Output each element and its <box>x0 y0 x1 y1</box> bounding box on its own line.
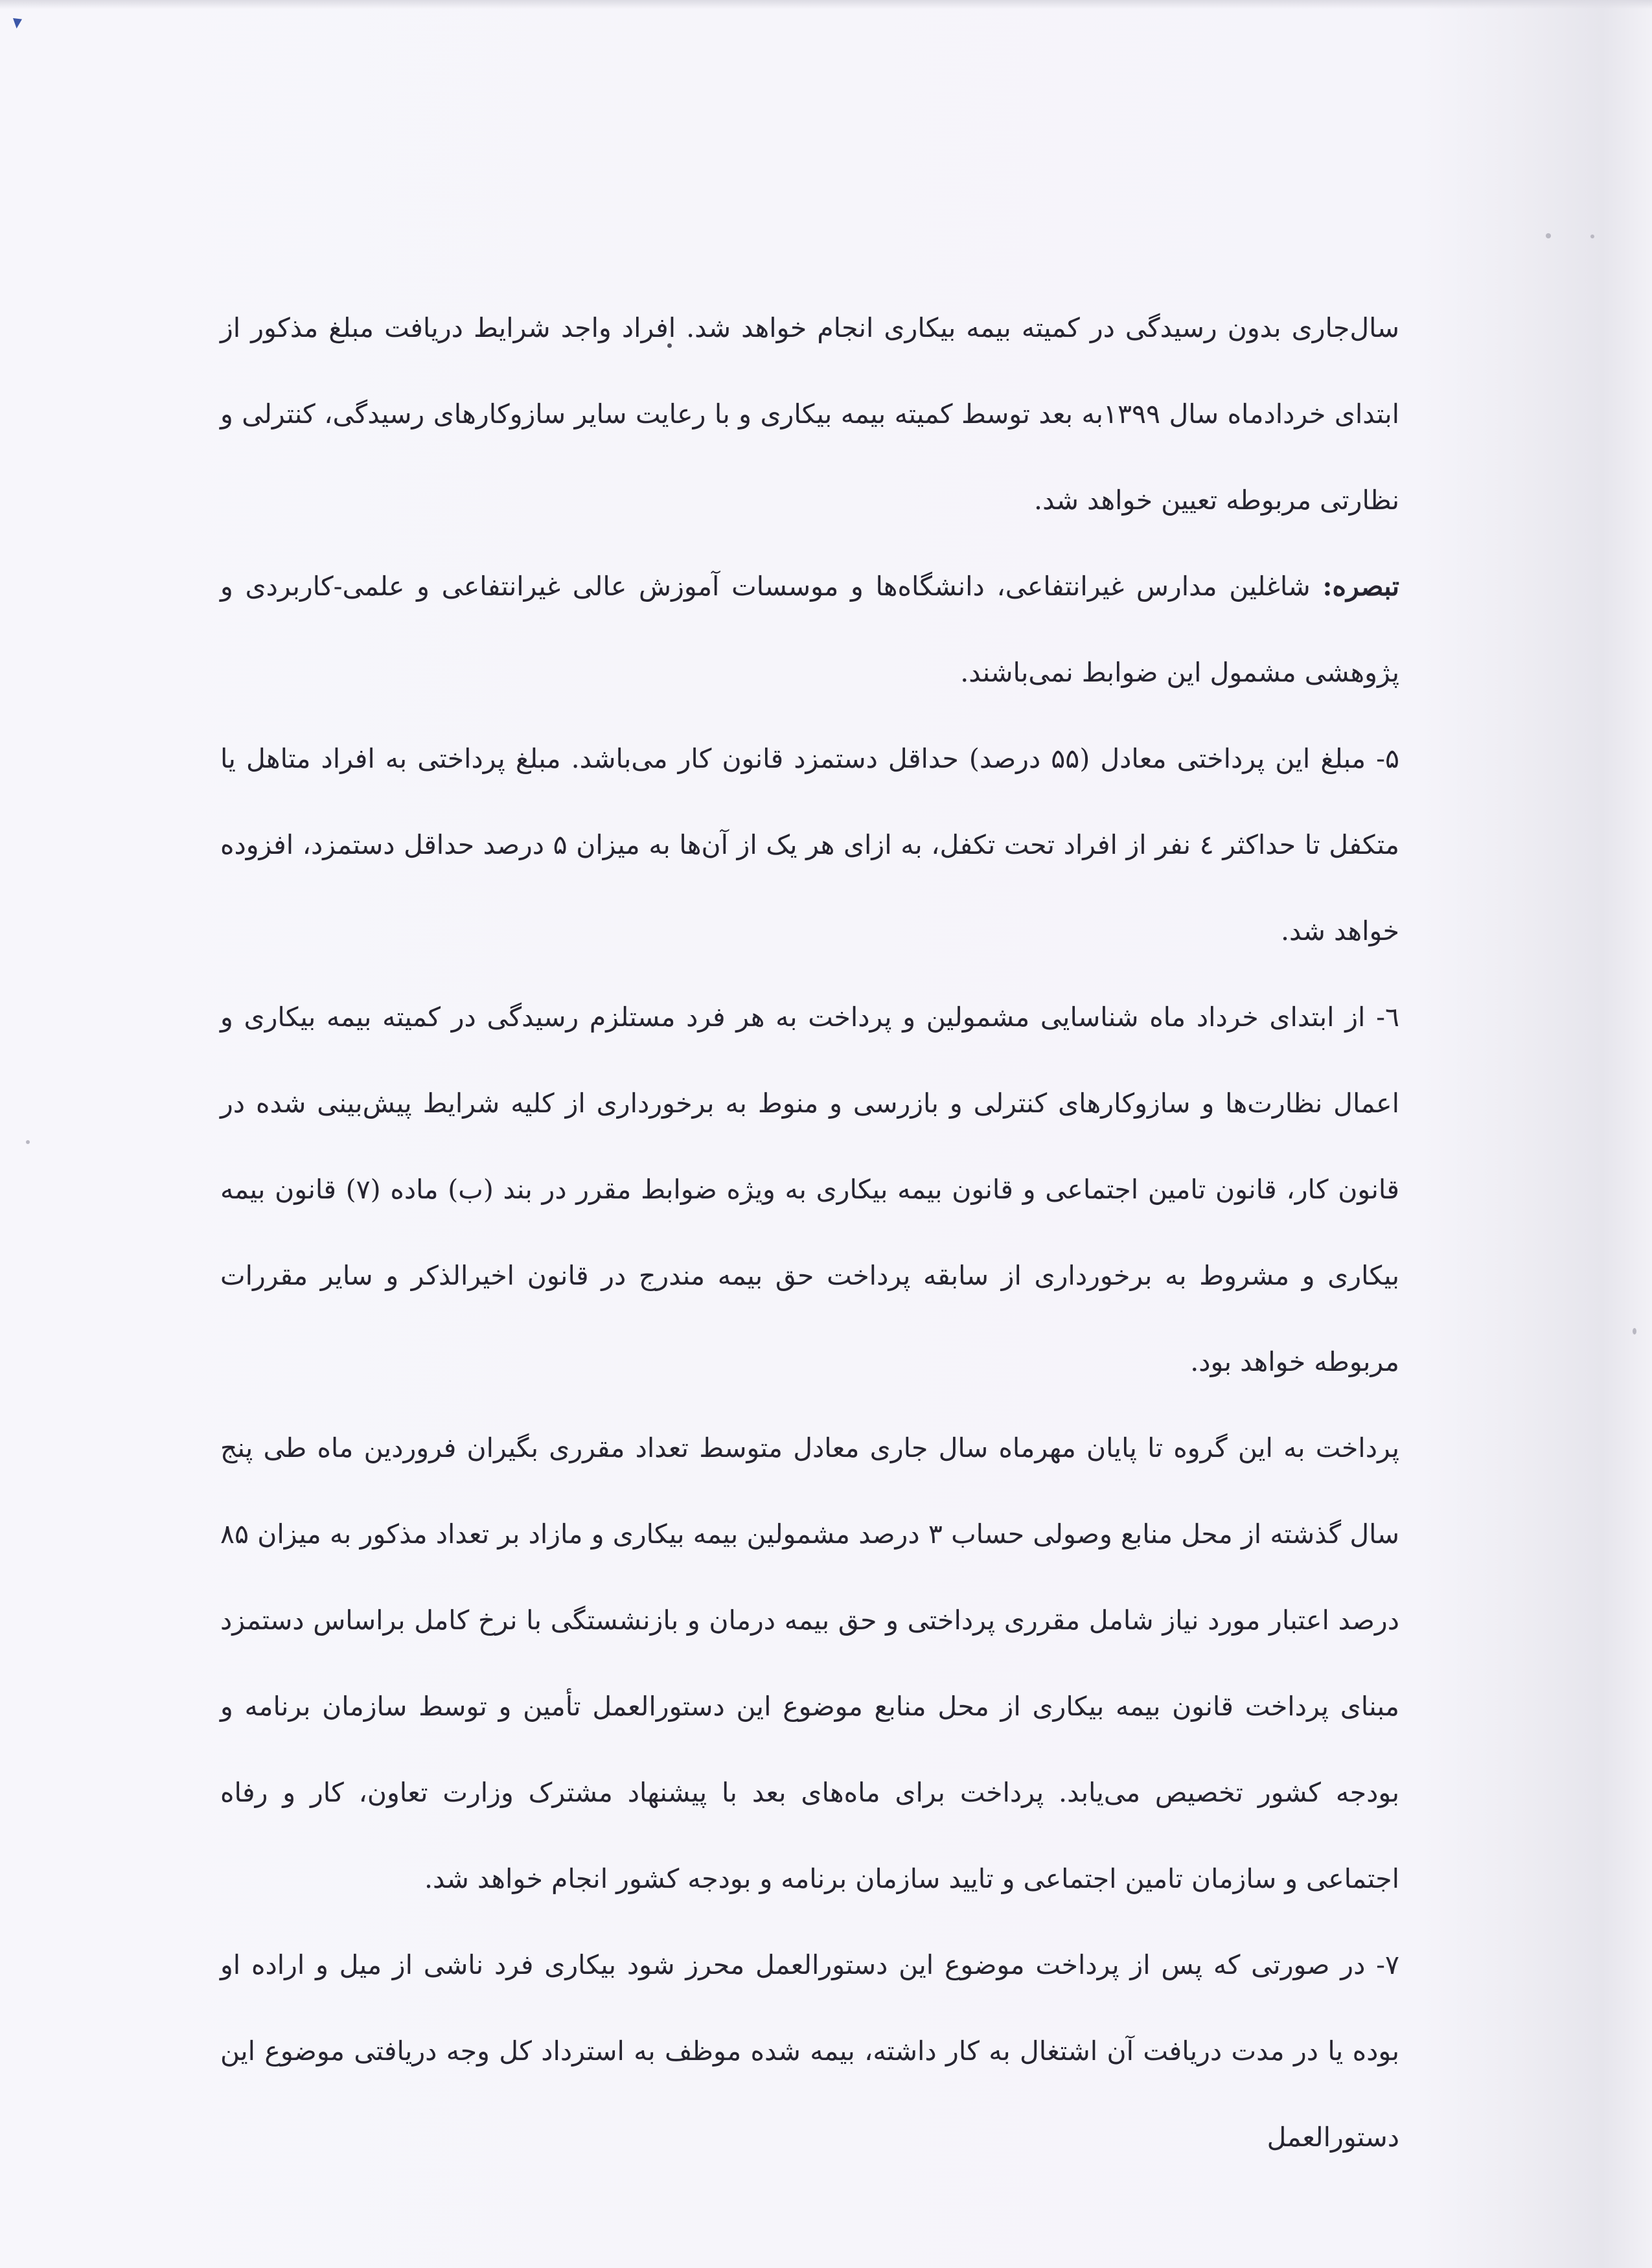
scan-speck <box>1633 1328 1636 1334</box>
paragraph-item-6 <box>220 974 1399 1405</box>
note-label: تبصره: <box>1322 571 1399 602</box>
scan-speck <box>26 1140 30 1144</box>
paragraph-continuation <box>220 285 1399 544</box>
paragraph-item-5 <box>220 716 1399 974</box>
page-top-edge <box>0 0 1652 9</box>
paragraph-text: شاغلین مدارس غیرانتفاعی، دانشگاه‌ها و موسسات آموزش عالی غیرانتفاعی و علمی-کاربردی و پژوهشی مشمول این ضوابط نمی‌باشند. <box>220 571 1399 688</box>
paragraph-text: پرداخت به این گروه تا پایان مهرماه سال جاری معادل متوسط تعداد مقرری بگیران فروردین ماه طی پنج سال گذشته از محل منابع وصولی حساب ۳ درصد مشمولین بیمه بیکاری و مازاد بر تعداد مذکور به میزان ۸۵ درصد اعتبار مورد نیاز شامل مقرری پرداختی و حق بیمه درمان و بازنشستگی با نرخ کامل براساس دستمزد مبنای پرداخت قانون بیمه بیکاری از محل منابع موضوع این دستورالعمل تأمین و توسط سازمان برنامه و بودجه کشور تخصیص می‌یابد. پرداخت برای ماه‌های بعد با پیشنهاد مشترک وزارت تعاون، کار و رفاه اجتماعی و سازمان تامین اجتماعی و تایید سازمان برنامه و بودجه کشور انجام خواهد شد. <box>220 1432 1400 1894</box>
scan-speck <box>1546 233 1551 238</box>
corner-ink-mark <box>13 18 22 29</box>
paragraph-text: ۷- در صورتی که پس از پرداخت موضوع این دستورالعمل محرز شود بیکاری فرد ناشی از میل و اراده او بوده یا در مدت دریافت آن اشتغال به کار داشته، بیمه شده موظف به استرداد کل وجه دریافتی موضوع این دستورالعمل <box>220 1949 1399 2153</box>
paragraph-item-7 <box>220 1922 1399 2181</box>
paragraph-payment <box>220 1405 1399 1922</box>
paragraph-text: ٦- از ابتدای خرداد ماه شناسایی مشمولین و پرداخت به هر فرد مستلزم رسیدگی در کمیته بیمه بیکاری و اعمال نظارت‌ها و سازوکارهای کنترلی و بازرسی و منوط به برخورداری از کلیه شرایط پیش‌بینی شده در قانون کار، قانون تامین اجتماعی و قانون بیمه بیکاری به ویژه ضوابط مقرر در بند (ب) ماده (۷) قانون بیمه بیکاری و مشروط به برخورداری از سابقه پرداخت حق بیمه مندرج در قانون اخیرالذکر و سایر مقررات مربوطه خواهد بود. <box>220 1002 1399 1377</box>
scan-speck <box>1590 235 1594 238</box>
paragraph-text: سال‌جاری بدون رسیدگی در کمیته بیمه بیکاری انجام خواهد شد. افراد واجد شرایط دریافت مبلغ مذکور از ابتدای خردادماه سال ۱۳۹۹به بعد توسط کمیته بیمه بیکاری و با رعایت سایر سازوکارهای رسیدگی، کنترلی و نظارتی مربوطه تعیین خواهد شد. <box>220 312 1400 516</box>
paragraph-note <box>220 544 1399 716</box>
document-body <box>220 285 1399 2181</box>
paragraph-text: ۵- مبلغ این پرداختی معادل (۵۵ درصد) حداقل دستمزد قانون کار می‌باشد. مبلغ پرداختی به افراد متاهل یا متکفل تا حداکثر ٤ نفر از افراد تحت تکفل، به ازای هر یک از آن‌ها به میزان ۵ درصد حداقل دستمزد، افزوده خواهد شد. <box>220 743 1400 946</box>
